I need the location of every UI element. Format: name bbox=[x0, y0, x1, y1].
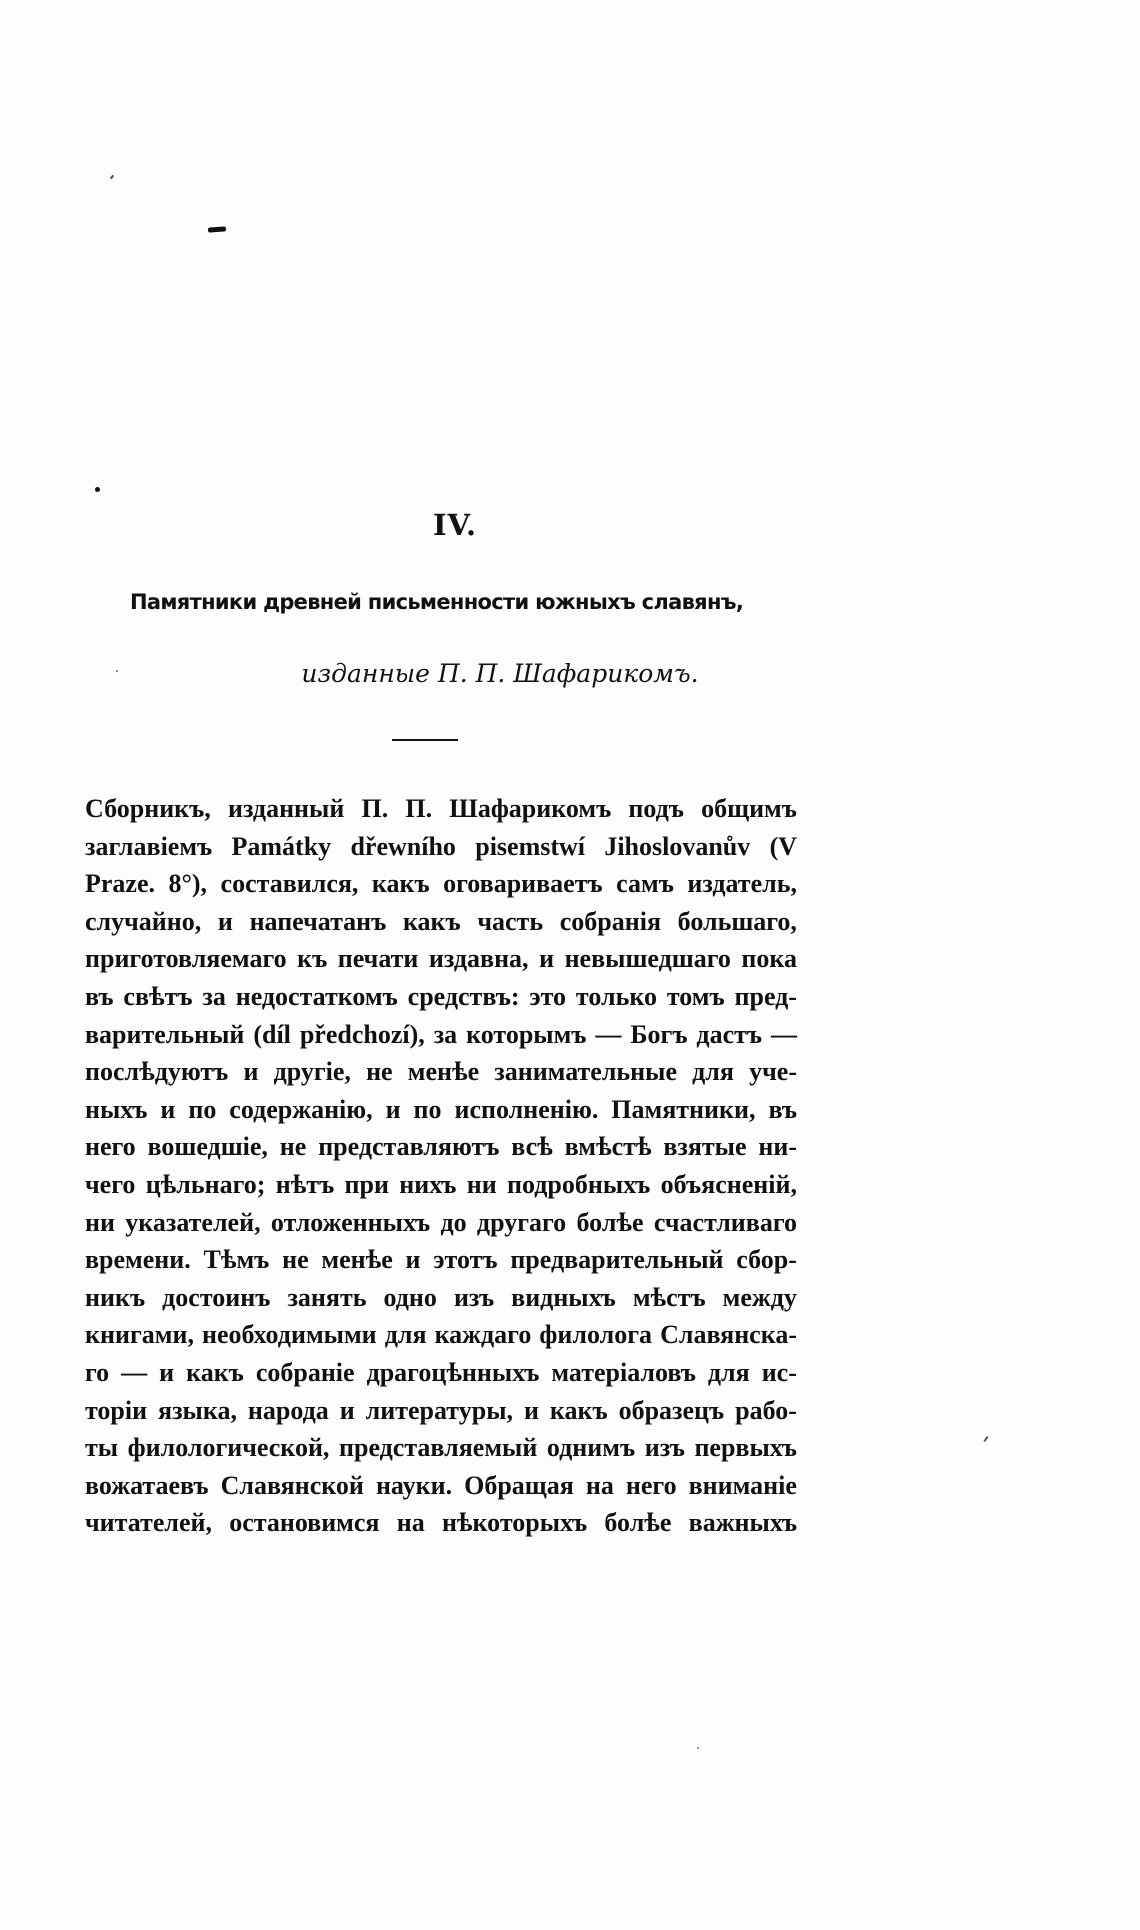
text-line: послѣдуютъ и другіе, не менѣе занимательные для уче- bbox=[85, 1057, 797, 1087]
scan-speck bbox=[110, 175, 114, 179]
scan-speck bbox=[983, 1436, 988, 1442]
scan-speck bbox=[116, 670, 118, 672]
text-line: въ свѣтъ за недостаткомъ средствъ: это только томъ пред- bbox=[85, 981, 797, 1011]
body-paragraph bbox=[85, 790, 797, 1542]
text-line: варительный (díl předchozí), за которымъ — Богъ дастъ — bbox=[85, 1019, 797, 1049]
text-line: читателей, остановимся на нѣкоторыхъ болѣе важныхъ bbox=[85, 1508, 797, 1538]
text-line: никъ достоинъ занять одно изъ видныхъ мѣстъ между bbox=[85, 1282, 797, 1312]
text-line: ни указателей, отложенныхъ до другаго болѣе счастливаго bbox=[85, 1207, 797, 1237]
chapter-number: IV. bbox=[432, 508, 478, 542]
chapter-title: Памятники древней письменности южныхъ славянъ, bbox=[130, 590, 744, 614]
section-divider bbox=[392, 739, 458, 741]
text-line: го — и какъ собраніе драгоцѣнныхъ матеріаловъ для ис- bbox=[85, 1357, 797, 1387]
text-line: чего цѣльнаго; нѣтъ при нихъ ни подробныхъ объясненій, bbox=[85, 1169, 797, 1199]
text-line: Сборникъ, изданный П. П. Шафарикомъ подъ общимъ bbox=[85, 794, 797, 823]
scan-speck bbox=[95, 487, 100, 492]
chapter-subtitle: изданные П. П. Шафарикомъ. bbox=[301, 659, 699, 688]
text-line: торіи языка, народа и литературы, и какъ образецъ рабо- bbox=[85, 1395, 797, 1425]
text-line: случайно, и напечатанъ какъ часть собранія большаго, bbox=[85, 906, 797, 936]
text-line: вожатаевъ Славянской науки. Обращая на него вниманіе bbox=[85, 1470, 797, 1500]
text-line: ныхъ и по содержанію, и по исполненію. Памятники, въ bbox=[85, 1094, 797, 1124]
text-line: Praze. 8°), составился, какъ оговариваетъ самъ издатель, bbox=[85, 869, 797, 899]
text-line: ты филологической, представляемый однимъ изъ первыхъ bbox=[85, 1433, 797, 1463]
scan-speck bbox=[208, 226, 226, 232]
text-line: заглавіемъ Památky dřewního pisemstwí Jihoslovanův (V bbox=[85, 831, 797, 861]
text-line: приготовляемаго къ печати издавна, и невышедшаго пока bbox=[85, 944, 797, 974]
scan-speck bbox=[697, 1747, 699, 1749]
text-line: книгами, необходимыми для каждаго филолога Славянска- bbox=[85, 1320, 797, 1350]
text-line: времени. Тѣмъ не менѣе и этотъ предварительный сбор- bbox=[85, 1245, 797, 1275]
text-line: него вошедшіе, не представляютъ всѣ вмѣстѣ взятые ни- bbox=[85, 1132, 797, 1162]
